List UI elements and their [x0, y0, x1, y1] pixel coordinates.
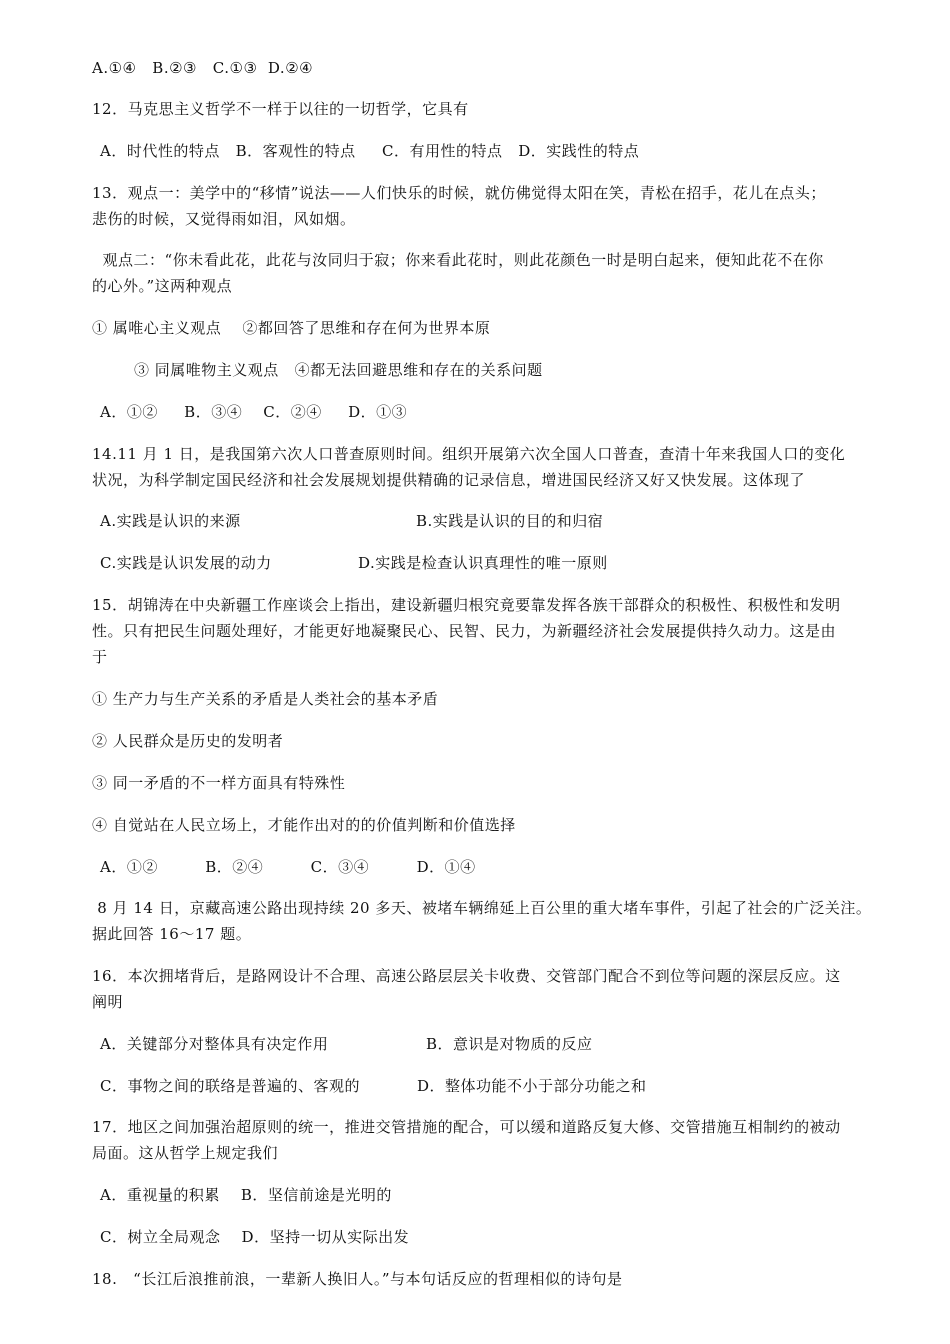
q15-choice1: ① 生产力与生产关系的矛盾是人类社会的基本矛盾 [92, 690, 439, 708]
q16-option-c: C．事物之间的联络是普遍的、客观的 [100, 1077, 360, 1095]
q11-options: A.①④ B.②③ C.①③ D.②④ [92, 59, 314, 77]
q14-option-d: D.实践是检查认识真理性的唯一原则 [358, 554, 608, 572]
q13-options: A．①② B．③④ C．②④ D．①③ [100, 403, 408, 421]
q15-options: A．①② B．②④ C．③④ D．①④ [100, 858, 476, 876]
q14-option-c: C.实践是认识发展的动力 [100, 554, 272, 572]
q16-option-b: B．意识是对物质的反应 [426, 1035, 593, 1053]
q18-stem: 18. “长江后浪推前浪，一辈新人换旧人。”与本句话反应的哲理相似的诗句是 [92, 1270, 623, 1288]
q17-stem-line2: 局面。这从哲学上规定我们 [92, 1144, 279, 1162]
q15-stem-line2: 性。只有把民生问题处理好，才能更好地凝聚民心、民智、民力，为新疆经济社会发展提供持久动力。这是由 [92, 622, 837, 640]
q17-stem-line1: 17．地区之间加强治超原则的统一，推进交管措施的配合，可以缓和道路反复大修、交管措施互相制约的被动 [92, 1118, 841, 1136]
q16-17-intro-line1: 8 月 14 日，京藏高速公路出现持续 20 多天、被堵车辆绵延上百公里的重大堵车事件，引起了社会的广泛关注。 [92, 899, 872, 917]
q16-17-intro-line2: 据此回答 16～17 题。 [92, 925, 252, 943]
q14-option-b: B.实践是认识的目的和归宿 [416, 512, 604, 530]
q13-stem-line2: 悲伤的时候，又觉得雨如泪，风如烟。 [92, 210, 356, 228]
q14-stem-line2: 状况，为科学制定国民经济和社会发展规划提供精确的记录信息，增进国民经济又好又快发展。这体现了 [92, 471, 806, 489]
q13-choice1: ① 属唯心主义观点 ②都回答了思维和存在何为世界本原 [92, 319, 491, 337]
q16-stem-line2: 阐明 [92, 993, 124, 1011]
q13-stem-line1: 13．观点一：美学中的“移情”说法——人们快乐的时候，就仿佛觉得太阳在笑，青松在招手，花儿在点头； [92, 184, 826, 202]
q12-stem: 12．马克思主义哲学不一样于以往的一切哲学，它具有 [92, 100, 469, 118]
q13-view2-line2: 的心外。”这两种观点 [92, 277, 233, 295]
q17-options-cd: C．树立全局观念 D．坚持一切从实际出发 [100, 1228, 410, 1246]
q13-view2-line1: 观点二：“你未看此花，此花与汝同归于寂；你来看此花时，则此花颜色一时是明白起来，便知此花不在你 [92, 251, 824, 269]
q14-stem-line1: 14.11 月 1 日，是我国第六次人口普查原则时间。组织开展第六次全国人口普查，查清十年来我国人口的变化 [92, 445, 846, 463]
q16-stem-line1: 16．本次拥堵背后，是路网设计不合理、高速公路层层关卡收费、交管部门配合不到位等问题的深层反应。这 [92, 967, 841, 985]
q13-choice2: ③ 同属唯物主义观点 ④都无法回避思维和存在的关系问题 [134, 361, 543, 379]
q15-choice2: ② 人民群众是历史的发明者 [92, 732, 284, 750]
q15-stem-line3: 于 [92, 648, 108, 666]
q14-option-a: A.实践是认识的来源 [100, 512, 241, 530]
q17-options-ab: A．重视量的积累 B．坚信前途是光明的 [100, 1186, 392, 1204]
q15-choice3: ③ 同一矛盾的不一样方面具有特殊性 [92, 774, 346, 792]
q16-option-a: A．关键部分对整体具有决定作用 [100, 1035, 329, 1053]
q16-option-d: D．整体功能不小于部分功能之和 [417, 1077, 647, 1095]
q12-options: A．时代性的特点 B．客观性的特点 C．有用性的特点 D．实践性的特点 [100, 142, 640, 160]
q15-choice4: ④ 自觉站在人民立场上，才能作出对的的价值判断和价值选择 [92, 816, 516, 834]
q15-stem-line1: 15．胡锦涛在中央新疆工作座谈会上指出，建设新疆归根究竟要靠发挥各族干部群众的积极性、积极性和发明 [92, 596, 841, 614]
